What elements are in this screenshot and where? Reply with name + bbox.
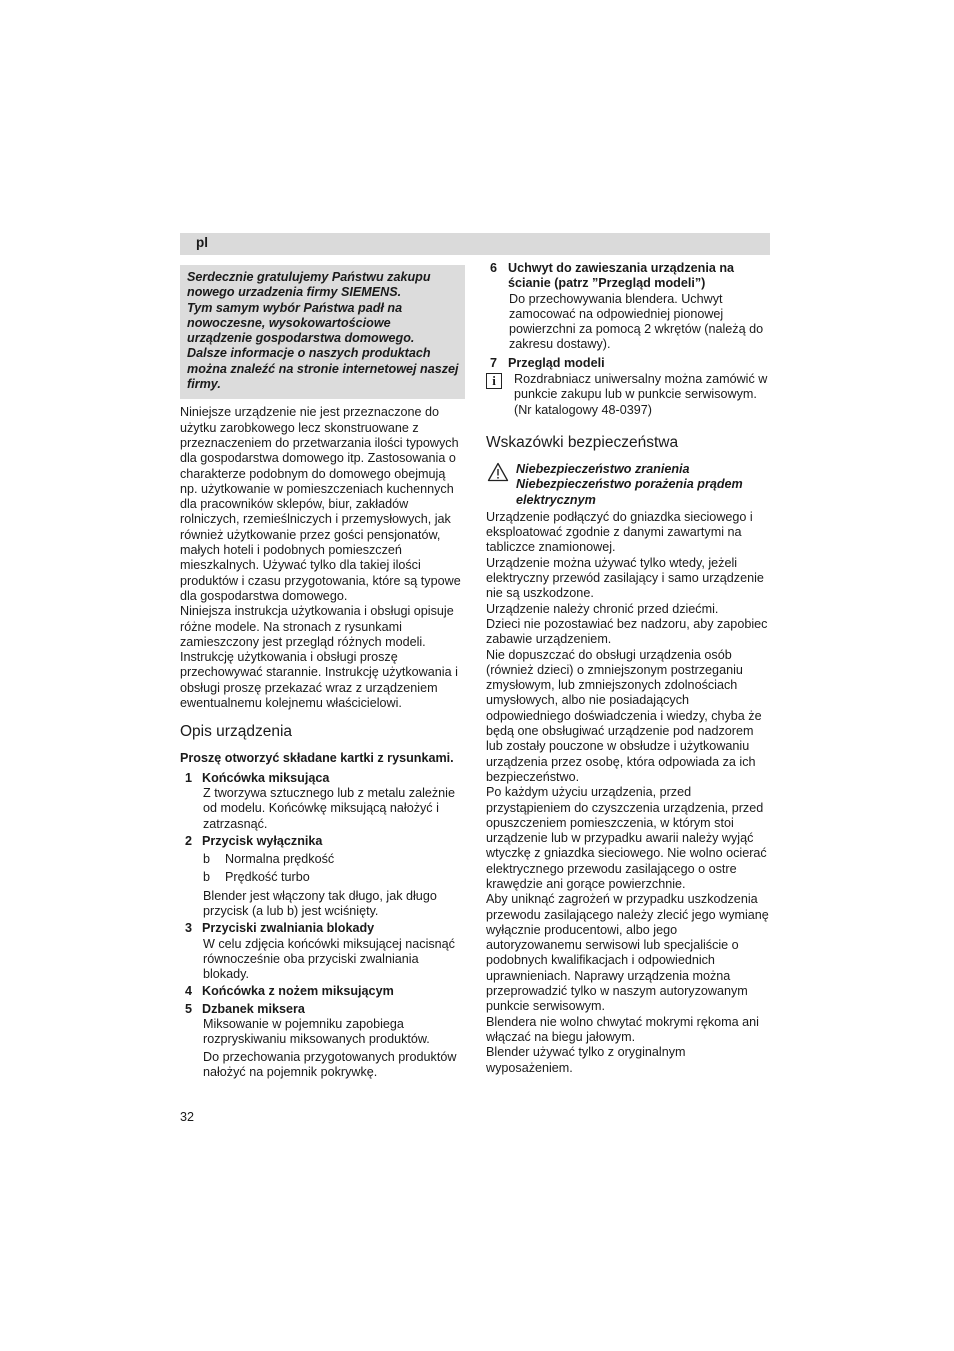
language-code: pl <box>196 235 208 250</box>
warning-injury: Niebezpieczeństwo zranienia <box>516 461 690 476</box>
item-title: Przycisk wyłącznika <box>202 833 323 848</box>
list-item <box>180 771 465 786</box>
list-item <box>486 261 770 292</box>
intro-line: Tym samym wybór Państwa padł na nowoczesne, wysokowartościowe urządzenie gospodarstwa domowego. <box>187 300 415 346</box>
info-icon: i <box>486 373 502 389</box>
warning-electric-shock: Niebezpieczeństwo porażenia prądem elektrycznym <box>516 477 743 507</box>
safety-paragraph: Aby uniknąć zagrożeń w przypadku uszkodzenia przewodu zasilającego należy zlecić jego wymianę wyłącznie producentowi, albo jego autoryzowanemu serwisowi lub specjaliście o podobnych kwalifikacjach i odpowiednich uprawnieniach. Naprawy urządzenia można przeprowadzić tylko w naszym autoryzowanym punkcie serwisowym. <box>486 892 769 1014</box>
item-number: 5 <box>185 1001 193 1016</box>
manual-paragraph: Niniejsza instrukcja użytkowania i obsługi opisuje różne modele. Na stronach z rysunkami zamieszczony jest przegląd różnych modeli. Instrukcję użytkowania i obsługi proszę przechowywać starannie. Instrukcję użytkowania i obsługi proszę przekazać wraz z urządzeniem ewentualnemu kolejnemu właścicielowi. <box>180 604 458 711</box>
list-item <box>180 984 465 999</box>
catalog-number: (Nr katalogowy 48-0397) <box>514 402 652 417</box>
safety-paragraph: Dzieci nie pozostawiać bez nadzoru, aby zapobiec zabawie urządzeniem. <box>486 616 768 647</box>
item-body: Do przechowania przygotowanych produktów nałożyć na pojemnik pokrywkę. <box>203 1049 457 1079</box>
bullet-text: Normalna prędkość <box>225 852 335 867</box>
item-number: 3 <box>185 921 193 936</box>
safety-paragraph: Nie dopuszczać do obsługi urządzenia osób (również dzieci) o zmniejszonym postrzeganiu zmysłowym, lub zmniejszonych zdolnościach umysłowych, albo nie posiadających odpowiedniego doświadczenia i wiedzy, chyba że będą one obsługiwać urządzenie pod nadzorem lub zostały pouczone w obsłudze i użytkowaniu urządzenia przez osobę, która odpowiada za ich bezpieczeństwo. <box>486 647 762 784</box>
safety-paragraph: Blender używać tylko z oryginalnym wyposażeniem. <box>486 1045 686 1075</box>
item-body: Miksowanie w pojemniku zapobiega rozpryskiwaniu miksowanych produktów. <box>203 1017 430 1047</box>
item-number: 4 <box>185 984 193 999</box>
item-title: Dzbanek miksera <box>202 1001 305 1016</box>
safety-paragraph: Po każdym użyciu urządzenia, przed przystąpieniem do czyszczenia urządzenia, przed opuszczeniem pomieszczenia, w którym stoi urządzenie lub w przypadku awarii należy wyjąć wtyczkę z gniazdka sieciowego. Nie wolno ocierać elektrycznego przewodu zasilającego o ostre krawędzie ani gorące powierzchnie. <box>486 785 767 891</box>
item-number: 7 <box>490 355 498 370</box>
right-column <box>486 259 770 1076</box>
section-heading-safety: Wskazówki bezpieczeństwa <box>486 433 679 451</box>
item-title: Uchwyt do zawieszania urządzenia na ścianie (patrz ”Przegląd modeli”) <box>508 261 735 291</box>
item-body: Blender jest włączony tak długo, jak długo przycisk (a lub b) jest wciśnięty. <box>203 888 437 918</box>
item-body: W celu zdjęcia końcówki miksującej nacisnąć równocześnie oba przyciski zwalniania blokady. <box>203 936 455 982</box>
list-item <box>180 834 465 849</box>
item-title: Końcówka miksująca <box>202 770 330 785</box>
language-bar <box>180 233 770 255</box>
item-title: Przyciski zwalniania blokady <box>202 921 375 936</box>
usage-paragraph: Niniejsze urządzenie nie jest przeznaczone do użytku zarobkowego lecz skonstruowane z przeznaczeniem do przetwarzania ilości typowych dla gospodarstwa domowego itp. Zastosowania o charakterze podobnym do domowego obejmują np. użytkowanie w pomieszczeniach kuchennych dla pracowników sklepów, biur, zakładów rolniczych, rzemieślniczych i przemysłowych, jak również użytkowanie przez gości pensjonatów, małych hoteli i podobnych pomieszczeń mieszkalnych. Używać tylko dla takiej ilości produktów i czasu przygotowania, które są typowe dla gospodarstwa domowego. <box>180 405 461 603</box>
list-item <box>180 1002 465 1017</box>
note-text: Rozdrabniacz uniwersalny można zamówić w punkcie zakupu lub w punkcie serwisowym. <box>514 372 768 402</box>
speed-option <box>180 852 465 867</box>
item-number: 1 <box>185 770 193 785</box>
info-note <box>486 372 770 418</box>
item-number: 6 <box>490 261 498 275</box>
left-column <box>180 265 465 1080</box>
item-body: Do przechowywania blendera. Uchwyt zamocować na odpowiedniej pionowej powierzchni za pomocą 2 wkrętów (należą do zakresu dostawy). <box>509 291 764 352</box>
bullet-text: Prędkość turbo <box>225 870 310 885</box>
item-number: 2 <box>185 833 193 848</box>
item-title: Końcówka z nożem miksującym <box>202 984 394 999</box>
intro-box <box>180 265 465 399</box>
safety-paragraph: Blendera nie wolno chwytać mokrymi rękoma ani włączać na biegu jałowym. <box>486 1014 759 1044</box>
bullet-label: b <box>203 852 211 867</box>
section-heading-description: Opis urządzenia <box>180 723 293 741</box>
list-item <box>180 921 465 936</box>
safety-paragraph: Urządzenie podłączyć do gniazdka sieciowego i eksploatować zgodnie z danymi zawartymi na tabliczce znamionowej. <box>486 509 753 555</box>
safety-paragraph: Urządzenie można używać tylko wtedy, jeżeli elektryczny przewód zasilający i samo urządzenie nie są uszkodzone. <box>486 555 764 601</box>
warning-block <box>486 462 770 508</box>
page-number: 32 <box>180 1110 195 1124</box>
list-item <box>486 356 770 371</box>
warning-triangle-icon <box>487 462 509 482</box>
item-title: Przegląd modeli <box>508 355 605 370</box>
intro-line: Serdecznie gratulujemy Państwu zakupu nowego urzadzenia firmy SIEMENS. <box>187 270 431 300</box>
bullet-label: b <box>203 870 211 885</box>
fold-out-instruction: Proszę otworzyć składane kartki z rysunkami. <box>180 751 454 766</box>
speed-option <box>180 870 465 885</box>
item-body: Z tworzywa sztucznego lub z metalu zależnie od modelu. Końcówkę miksującą nałożyć i zatrzasnąć. <box>203 785 455 831</box>
intro-line: Dalsze informacje o naszych produktach można znaleźć na stronie internetowej naszej firmy. <box>187 346 459 392</box>
safety-paragraph: Urządzenie należy chronić przed dziećmi. <box>486 601 719 616</box>
